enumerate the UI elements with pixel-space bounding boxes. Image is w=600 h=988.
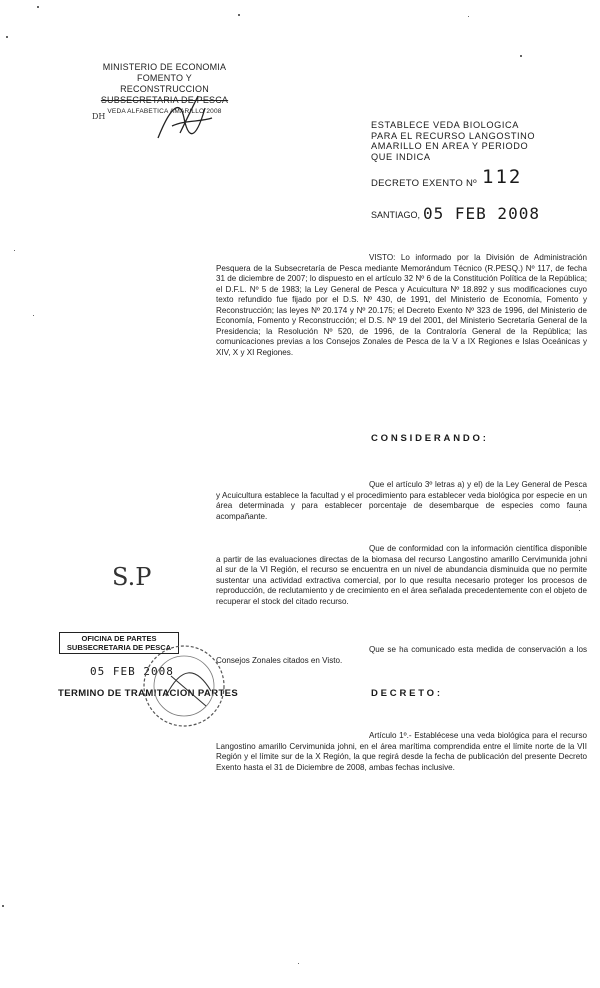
decree-number-row — [371, 166, 523, 189]
subject-line: ESTABLECE VEDA BIOLOGICA — [371, 120, 520, 130]
considerando-paragraph-3: Que se ha comunicado esta medida de conservación a los Consejos Zonales citados en Visto. — [216, 645, 587, 665]
visto-paragraph: VISTO: Lo informado por la División de Administración Pesquera de la Subsecretaría de Pesca mediante Memorándum Técnico (R.PESQ.) Nº 117, de fecha 31 de diciembre de 2007; lo dispuesto en el artículo 32 Nº 6 de la Constitución Política de la República; el D.F.L. Nº 5 de 1983; la Ley General de Pesca y Acuicultura Nº 18.892 y sus modificaciones cuyo texto refundido fue fijado por el D.S. Nº 430, de 1991, del Ministerio de Economía, Fomento y Reconstrucción; las leyes Nº 20.174 y Nº 20.175; el Decreto Exento Nº 323 de 1996, del Ministerio de Economía, Fomento y Reconstrucción; el D.S. Nº 19 del 2001, del Ministerio Secretaría General de la Presidencia; la Resolución Nº 520, de 1996, de la Contraloría General de la República; las comunicaciones previas a los Consejos Zonales de Pesca de la V a IX Regiones e Islas Oceánicas y XIV, X y XI Regiones. — [216, 253, 587, 357]
subject-line: PARA EL RECURSO LANGOSTINO — [371, 130, 536, 141]
ministry-mark: DH — [92, 112, 106, 121]
decree-date-row — [371, 204, 540, 223]
office-stamp-line2: SUBSECRETARIA DE PESCA — [66, 643, 172, 652]
office-stamp-footer: TERMINO DE TRAMITACION PARTES — [58, 688, 239, 699]
ministry-stamp-line: FOMENTO Y RECONSTRUCCION — [120, 73, 209, 94]
scan-speck — [468, 16, 469, 17]
subject-line: AMARILLO EN AREA Y PERIODO — [371, 141, 529, 151]
decree-subject — [371, 120, 571, 162]
scan-speck — [2, 905, 4, 907]
office-stamp-line1: OFICINA DE PARTES — [81, 634, 157, 643]
place-label: SANTIAGO, — [371, 210, 421, 220]
scan-speck — [33, 315, 34, 316]
scan-speck — [6, 36, 8, 38]
scan-speck — [37, 6, 39, 8]
scan-speck — [238, 14, 240, 16]
scan-speck — [14, 250, 15, 251]
considerando-paragraph-1: Que el artículo 3º letras a) y el) de la Ley General de Pesca y Acuicultura establece la facultad y el procedimiento para establecer veda biológica por especie en un área determinada y para establecer porcentaje de desembarque de especies como fauna acompañante. — [216, 480, 587, 521]
margin-handwritten-mark: S.P — [112, 563, 152, 591]
scan-speck — [520, 55, 522, 57]
decree-number: 112 — [482, 166, 523, 188]
subject-line: QUE INDICA — [371, 151, 431, 162]
ministry-stamp-line: SUBSECRETARIA DE PESCA — [100, 95, 229, 105]
signature-mark — [150, 88, 220, 148]
considerando-paragraph-2: Que de conformidad con la información científica disponible a partir de las evaluaciones directas de la biomasa del recurso Langostino amarillo Cervimunida johni al sur de la VI Región, el recurso se encuentra en un nivel de abundancia disminuida que no permite sustentar una actividad extractiva comercial, por lo que resulta necesario proteger los procesos de reproducción, de reclutamiento y de crecimiento en el área señalada precedentemente con el objeto de recuperar el stock del citado recurso. — [216, 544, 587, 606]
decree-date: 05 FEB 2008 — [423, 204, 540, 223]
scan-speck — [298, 963, 299, 964]
article-1-paragraph: Artículo 1º.- Establécese una veda biológica para el recurso Langostino amarillo Cervimunida johni, en el área marítima comprendida entre el límite norte de la VII Región y el límite sur de la X Región, la que regirá desde la fecha de publicación del presente Decreto Exento hasta el 31 de Diciembre de 2008, ambas fechas inclusive. — [216, 731, 587, 772]
ministry-stamp-line: MINISTERIO DE ECONOMIA — [102, 62, 227, 72]
considerando-heading: CONSIDERANDO: — [371, 433, 489, 444]
round-seal-icon — [126, 636, 246, 736]
office-stamp-date: 05 FEB 2008 — [90, 665, 174, 678]
scan-speck — [579, 510, 580, 511]
decreto-heading: DECRETO: — [371, 688, 443, 699]
ministry-stamp-line: VEDA ALFABETICA AMARILLO 2008 — [107, 108, 222, 115]
decree-number-label: DECRETO EXENTO Nº — [371, 178, 477, 189]
